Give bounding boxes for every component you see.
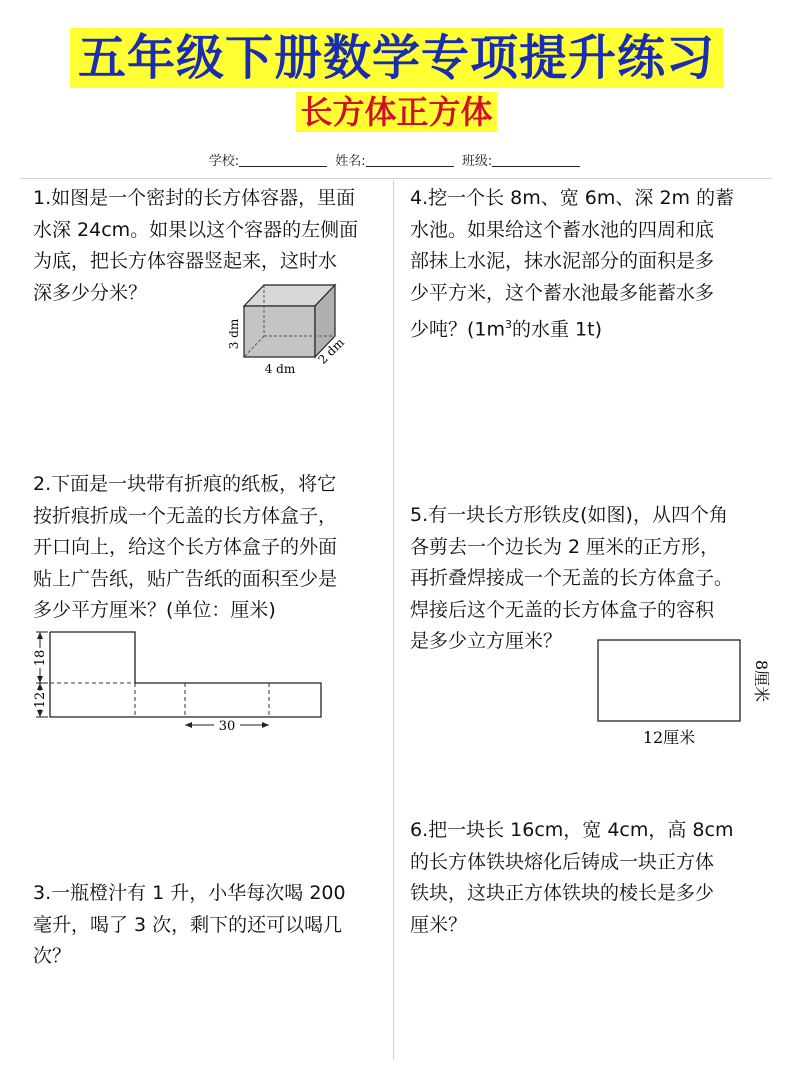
q3-line: 次？ [33,945,72,967]
question-4 [410,183,734,346]
q5-line: 5.有一块长方形铁皮(如图)，从四个角 [410,504,728,526]
q1-line: 深多少分米？ [33,281,148,304]
q5-width-label: 12厘米 [642,728,696,747]
class-blank[interactable] [492,152,580,167]
q1-height-label: 3 dm [227,318,241,350]
q4-line: 部抹上水泥，抹水泥部分的面积是多 [410,250,715,272]
question-6 [410,815,733,941]
q2-line: 开口向上，给这个长方体盒子的外面 [33,536,338,558]
title-block [0,28,793,88]
q2-line: 贴上广告纸，贴广告纸的面积至少是 [33,567,338,590]
q6-line: 6.把一块长 16cm，宽 4cm，高 8cm [410,819,734,841]
q1-length-label: 4 dm [264,362,296,376]
q2-line: 按折痕折成一个无盖的长方体盒子， [33,504,338,527]
q1-cuboid-figure [222,276,362,378]
q6-line: 的长方体铁块熔化后铸成一块正方体 [410,850,715,873]
q1-width-label: 2 dm [315,335,347,367]
q1-line: 1.如图是一个密封的长方体容器，里面 [33,187,356,209]
q4-last-prefix: 少吨？(1m [410,318,506,341]
q6-line: 厘米？ [410,913,468,936]
q5-height-label: 8厘米 [752,659,771,703]
q2-line: 多少平方厘米？(单位：厘米) [33,599,276,621]
q2-line: 2.下面是一块带有折痕的纸板，将它 [33,473,337,495]
q2-label-12: 12 [33,691,48,709]
header-divider [20,178,772,179]
q2-unfolded-board-figure [28,628,328,738]
q6-line: 铁块，这块正方体铁块的棱长是多少 [410,882,715,904]
name-label: 姓名: [335,154,366,169]
q4-line: 4.挖一个长 8m、宽 6m、深 2m 的蓄 [410,187,735,209]
q4-line: 水池。如果给这个蓄水池的四周和底 [410,218,715,241]
page-subtitle: 长方体正方体 [296,92,496,132]
q4-line: 少平方米，这个蓄水池最多能蓄水多 [410,281,715,304]
student-info-row [0,152,793,172]
class-label: 班级: [461,154,493,169]
q4-last-suffix: 的水重 1t) [512,318,603,341]
q1-line: 为底，把长方体容器竖起来，这时水 [33,250,338,272]
q2-label-18: 18 [33,649,48,667]
q5-line: 是多少立方厘米？ [410,630,563,652]
q4-line-last [410,309,734,346]
q3-line: 3.一瓶橙汁有 1 升，小华每次喝 200 [33,882,346,904]
q3-line: 毫升，喝了 3 次，剩下的还可以喝几 [33,913,343,936]
name-blank[interactable] [366,152,454,167]
q2-label-30: 30 [218,719,236,734]
q5-line: 各剪去一个边长为 2 厘米的正方形， [410,535,720,558]
column-divider [393,180,394,1060]
subtitle-block [0,92,793,132]
school-label: 学校: [208,154,240,169]
q5-line: 再折叠焊接成一个无盖的长方体盒子。 [410,567,734,589]
q5-iron-sheet-figure [590,634,775,750]
q5-line: 焊接后这个无盖的长方体盒子的容积 [410,598,715,621]
q1-line: 水深 24cm。如果以这个容器的左侧面 [33,218,359,241]
page-title: 五年级下册数学专项提升练习 [70,28,723,88]
school-blank[interactable] [239,152,327,167]
q4-superscript: 3 [505,318,513,331]
question-3 [33,878,346,973]
question-2 [33,469,337,627]
